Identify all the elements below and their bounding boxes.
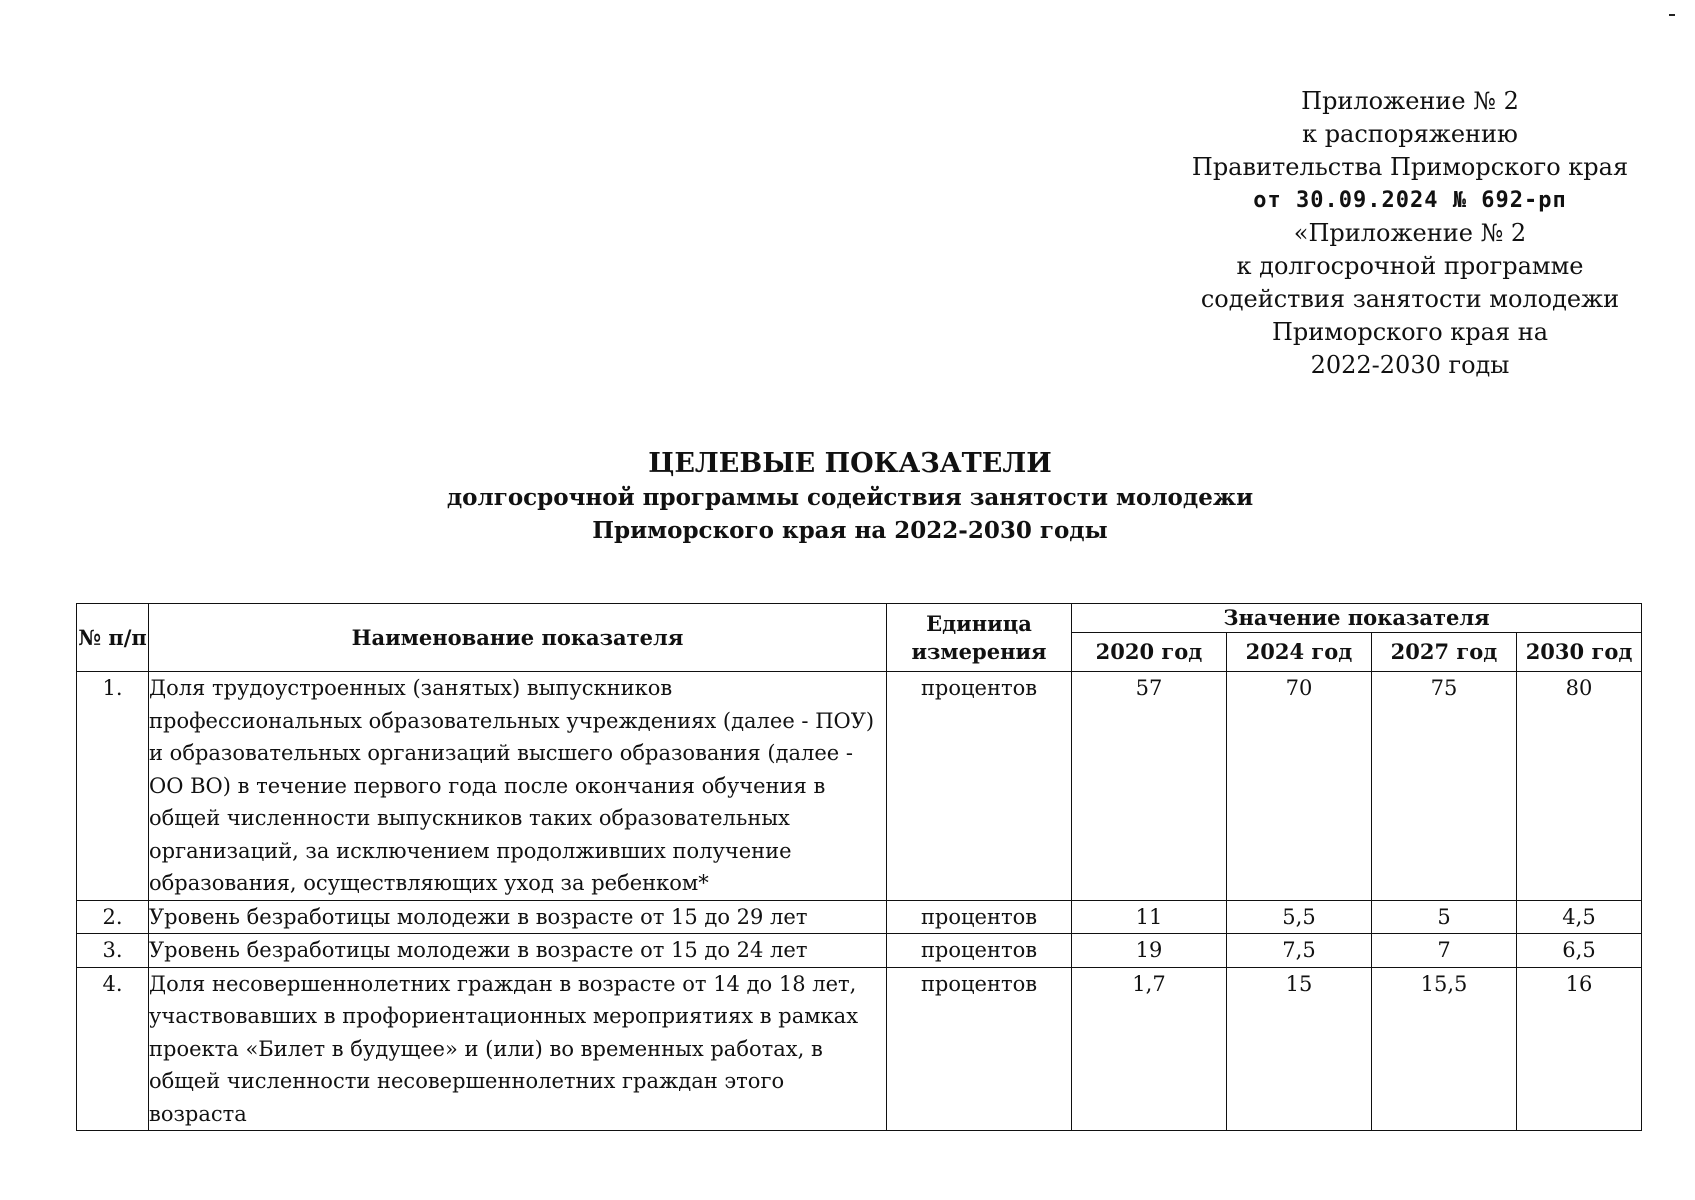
header-num: № п/п	[77, 604, 149, 672]
value-2027: 15,5	[1372, 967, 1517, 1131]
value-2030: 80	[1517, 672, 1642, 901]
value-2030: 6,5	[1517, 934, 1642, 968]
document-title: ЦЕЛЕВЫЕ ПОКАЗАТЕЛИ	[648, 448, 1052, 479]
value-2024: 15	[1227, 967, 1372, 1131]
value-2020: 19	[1072, 934, 1227, 968]
value-2020: 57	[1072, 672, 1227, 901]
value-2027: 5	[1372, 900, 1517, 934]
indicator-unit: процентов	[887, 672, 1072, 901]
header-value-group: Значение показателя	[1072, 604, 1642, 633]
indicator-name: Уровень безработицы молодежи в возрасте от 15 до 29 лет	[149, 900, 887, 934]
row-num: 3.	[77, 934, 149, 968]
value-2024: 70	[1227, 672, 1372, 901]
indicator-unit: процентов	[887, 900, 1072, 934]
value-2027: 75	[1372, 672, 1517, 901]
value-2024: 7,5	[1227, 934, 1372, 968]
appendix-line: Правительства Приморского края	[1191, 153, 1629, 181]
value-2027: 7	[1372, 934, 1517, 968]
document-subtitle: Приморского края на 2022-2030 годы	[592, 517, 1108, 544]
value-2024: 5,5	[1227, 900, 1372, 934]
value-2030: 4,5	[1517, 900, 1642, 934]
header-year-2024: 2024 год	[1227, 633, 1372, 672]
value-2030: 16	[1517, 967, 1642, 1131]
indicators-table	[76, 603, 1642, 1131]
row-num: 1.	[77, 672, 149, 901]
indicator-unit: процентов	[887, 934, 1072, 968]
appendix-block	[1180, 85, 1640, 382]
appendix-line: Приложение № 2	[1301, 87, 1519, 115]
header-name: Наименование показателя	[149, 604, 887, 672]
indicator-name: Доля несовершеннолетних граждан в возрасте от 14 до 18 лет, участвовавших в профориентационных мероприятиях в рамках проекта «Билет в будущее» и (или) во временных работах, в общей численности несовершеннолетних граждан этого возраста	[149, 967, 887, 1131]
appendix-line: к распоряжению	[1302, 120, 1518, 148]
scan-corner-mark	[1669, 14, 1675, 16]
table-row	[77, 934, 1642, 968]
value-2020: 11	[1072, 900, 1227, 934]
appendix-line: Приморского края на	[1271, 318, 1549, 346]
appendix-line: к долгосрочной программе	[1236, 252, 1584, 280]
appendix-line: «Приложение № 2	[1293, 219, 1527, 247]
indicator-name: Доля трудоустроенных (занятых) выпускников профессиональных образовательных учреждениях (далее - ПОУ) и образовательных организаций высшего образования (далее - ОО ВО) в течение первого года после окончания обучения в общей численности выпускников таких образовательных организаций, за исключением продолживших получение образования, осуществляющих уход за ребенком*	[149, 672, 887, 901]
row-num: 4.	[77, 967, 149, 1131]
header-year-2027: 2027 год	[1372, 633, 1517, 672]
row-num: 2.	[77, 900, 149, 934]
appendix-date-number: от 30.09.2024 № 692-рп	[1253, 188, 1567, 213]
document-subtitle: долгосрочной программы содействия занятости молодежи	[446, 484, 1254, 511]
appendix-line: содействия занятости молодежи	[1200, 285, 1620, 313]
table-row	[77, 672, 1642, 901]
header-year-2020: 2020 год	[1072, 633, 1227, 672]
indicator-unit: процентов	[887, 967, 1072, 1131]
header-unit: Единица измерения	[887, 604, 1072, 672]
document-heading	[350, 447, 1350, 547]
value-2020: 1,7	[1072, 967, 1227, 1131]
table-row	[77, 967, 1642, 1131]
table-row	[77, 900, 1642, 934]
header-year-2030: 2030 год	[1517, 633, 1642, 672]
appendix-line: 2022-2030 годы	[1310, 351, 1510, 379]
indicator-name: Уровень безработицы молодежи в возрасте от 15 до 24 лет	[149, 934, 887, 968]
